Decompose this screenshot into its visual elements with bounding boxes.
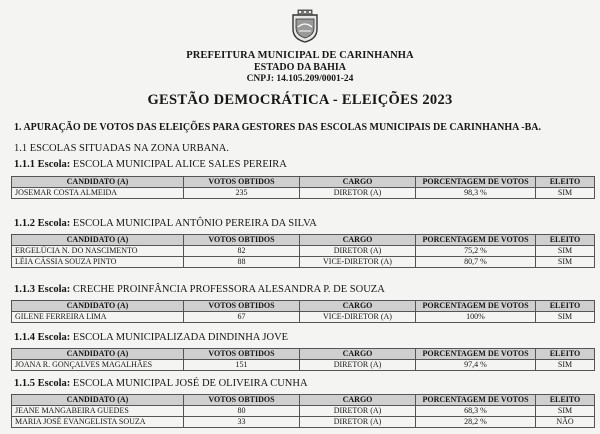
- table-row: [12, 257, 595, 268]
- cell-porcentagem: 28,2 %: [416, 417, 536, 428]
- cell-porcentagem: 75,2 %: [416, 246, 536, 257]
- municipal-crest-icon: [289, 9, 321, 43]
- column-header-candidato: CANDIDATO (A): [12, 235, 184, 246]
- school-title: [14, 378, 308, 389]
- column-header-cargo: CARGO: [300, 235, 416, 246]
- school-number: 1.1.5 Escola:: [14, 378, 71, 389]
- column-header-cargo: CARGO: [300, 301, 416, 312]
- column-header-votos: VOTOS OBTIDOS: [184, 177, 300, 188]
- table-header-row: [12, 235, 595, 246]
- cell-cargo: DIRETOR (A): [300, 417, 416, 428]
- cell-votos: 80: [184, 406, 300, 417]
- column-header-candidato: CANDIDATO (A): [12, 395, 184, 406]
- column-header-candidato: CANDIDATO (A): [12, 177, 184, 188]
- column-header-porcentagem: PORCENTAGEM DE VOTOS: [416, 395, 536, 406]
- cell-porcentagem: 68,3 %: [416, 406, 536, 417]
- cell-porcentagem: 80,7 %: [416, 257, 536, 268]
- column-header-eleito: ELEITO: [536, 177, 595, 188]
- cell-eleito: SIM: [536, 312, 595, 323]
- column-header-votos: VOTOS OBTIDOS: [184, 235, 300, 246]
- results-table: [11, 234, 595, 268]
- school-name: ESCOLA MUNICIPAL JOSÉ DE OLIVEIRA CUNHA: [72, 378, 308, 389]
- cell-cargo: DIRETOR (A): [300, 360, 416, 371]
- results-table: [11, 176, 595, 199]
- cell-cargo: VICE-DIRETOR (A): [300, 312, 416, 323]
- school-number: 1.1.3 Escola:: [14, 284, 71, 295]
- school-name: ESCOLA MUNICIPALIZADA DINDINHA JOVE: [72, 332, 289, 343]
- cell-candidato: ERGELÚCIA N. DO NASCIMENTO: [12, 246, 184, 257]
- cell-votos: 88: [184, 257, 300, 268]
- column-header-eleito: ELEITO: [536, 349, 595, 360]
- cell-candidato: LÉIA CÁSSIA SOUZA PINTO: [12, 257, 184, 268]
- cell-votos: 33: [184, 417, 300, 428]
- cell-porcentagem: 100%: [416, 312, 536, 323]
- column-header-porcentagem: PORCENTAGEM DE VOTOS: [416, 177, 536, 188]
- cell-eleito: SIM: [536, 406, 595, 417]
- school-number: 1.1.1 Escola:: [14, 159, 71, 170]
- school-name: ESCOLA MUNICIPAL ALICE SALES PEREIRA: [72, 159, 287, 170]
- school-title: [14, 284, 385, 295]
- column-header-eleito: ELEITO: [536, 235, 595, 246]
- page-title: GESTÃO DEMOCRÁTICA - ELEIÇÕES 2023: [147, 92, 453, 108]
- column-header-candidato: CANDIDATO (A): [12, 349, 184, 360]
- table-row: [12, 246, 595, 257]
- table-header-row: [12, 349, 595, 360]
- column-header-porcentagem: PORCENTAGEM DE VOTOS: [416, 301, 536, 312]
- section-heading: 1. APURAÇÃO DE VOTOS DAS ELEIÇÕES PARA GESTORES DAS ESCOLAS MUNICIPAIS DE CARINHANHA -BA.: [14, 122, 542, 133]
- cell-votos: 235: [184, 188, 300, 199]
- cell-cargo: VICE-DIRETOR (A): [300, 257, 416, 268]
- table-row: [12, 417, 595, 428]
- cell-votos: 82: [184, 246, 300, 257]
- column-header-porcentagem: PORCENTAGEM DE VOTOS: [416, 349, 536, 360]
- cell-votos: 151: [184, 360, 300, 371]
- table-header-row: [12, 395, 595, 406]
- cell-cargo: DIRETOR (A): [300, 406, 416, 417]
- column-header-candidato: CANDIDATO (A): [12, 301, 184, 312]
- cell-eleito: NÃO: [536, 417, 595, 428]
- cell-cargo: DIRETOR (A): [300, 246, 416, 257]
- cell-porcentagem: 97,4 %: [416, 360, 536, 371]
- table-row: [12, 312, 595, 323]
- column-header-votos: VOTOS OBTIDOS: [184, 349, 300, 360]
- results-table: [11, 300, 595, 323]
- column-header-eleito: ELEITO: [536, 395, 595, 406]
- column-header-votos: VOTOS OBTIDOS: [184, 301, 300, 312]
- table-row: [12, 406, 595, 417]
- school-name: CRECHE PROINFÂNCIA PROFESSORA ALESANDRA P. DE SOUZA: [72, 284, 385, 295]
- cell-eleito: SIM: [536, 246, 595, 257]
- cell-candidato: MARIA JOSÉ EVANGELISTA SOUZA: [12, 417, 184, 428]
- results-table: [11, 348, 595, 371]
- column-header-porcentagem: PORCENTAGEM DE VOTOS: [416, 235, 536, 246]
- cell-eleito: SIM: [536, 257, 595, 268]
- cell-candidato: JEANE MANGABEIRA GUEDES: [12, 406, 184, 417]
- cell-eleito: SIM: [536, 188, 595, 199]
- school-title: [14, 159, 287, 170]
- column-header-cargo: CARGO: [300, 349, 416, 360]
- column-header-eleito: ELEITO: [536, 301, 595, 312]
- cell-porcentagem: 98,3 %: [416, 188, 536, 199]
- column-header-votos: VOTOS OBTIDOS: [184, 395, 300, 406]
- cell-votos: 67: [184, 312, 300, 323]
- school-name: ESCOLA MUNICIPAL ANTÔNIO PEREIRA DA SILVA: [72, 218, 317, 229]
- cell-cargo: DIRETOR (A): [300, 188, 416, 199]
- cell-eleito: SIM: [536, 360, 595, 371]
- school-title: [14, 332, 288, 343]
- table-header-row: [12, 301, 595, 312]
- cell-candidato: GILENE FERREIRA LIMA: [12, 312, 184, 323]
- table-header-row: [12, 177, 595, 188]
- cell-candidato: JOSEMAR COSTA ALMEIDA: [12, 188, 184, 199]
- column-header-cargo: CARGO: [300, 395, 416, 406]
- cell-candidato: JOANA R. GONÇALVES MAGALHÃES: [12, 360, 184, 371]
- cnpj: CNPJ: 14.105.209/0001-24: [246, 74, 354, 84]
- prefeitura-name: PREFEITURA MUNICIPAL DE CARINHANHA: [186, 50, 414, 61]
- column-header-cargo: CARGO: [300, 177, 416, 188]
- table-row: [12, 360, 595, 371]
- school-number: 1.1.4 Escola:: [14, 332, 71, 343]
- school-title: [14, 218, 317, 229]
- school-number: 1.1.2 Escola:: [14, 218, 71, 229]
- state-name: ESTADO DA BAHIA: [253, 62, 347, 73]
- subsection-heading: 1.1 ESCOLAS SITUADAS NA ZONA URBANA.: [14, 143, 229, 154]
- table-row: [12, 188, 595, 199]
- results-table: [11, 394, 595, 428]
